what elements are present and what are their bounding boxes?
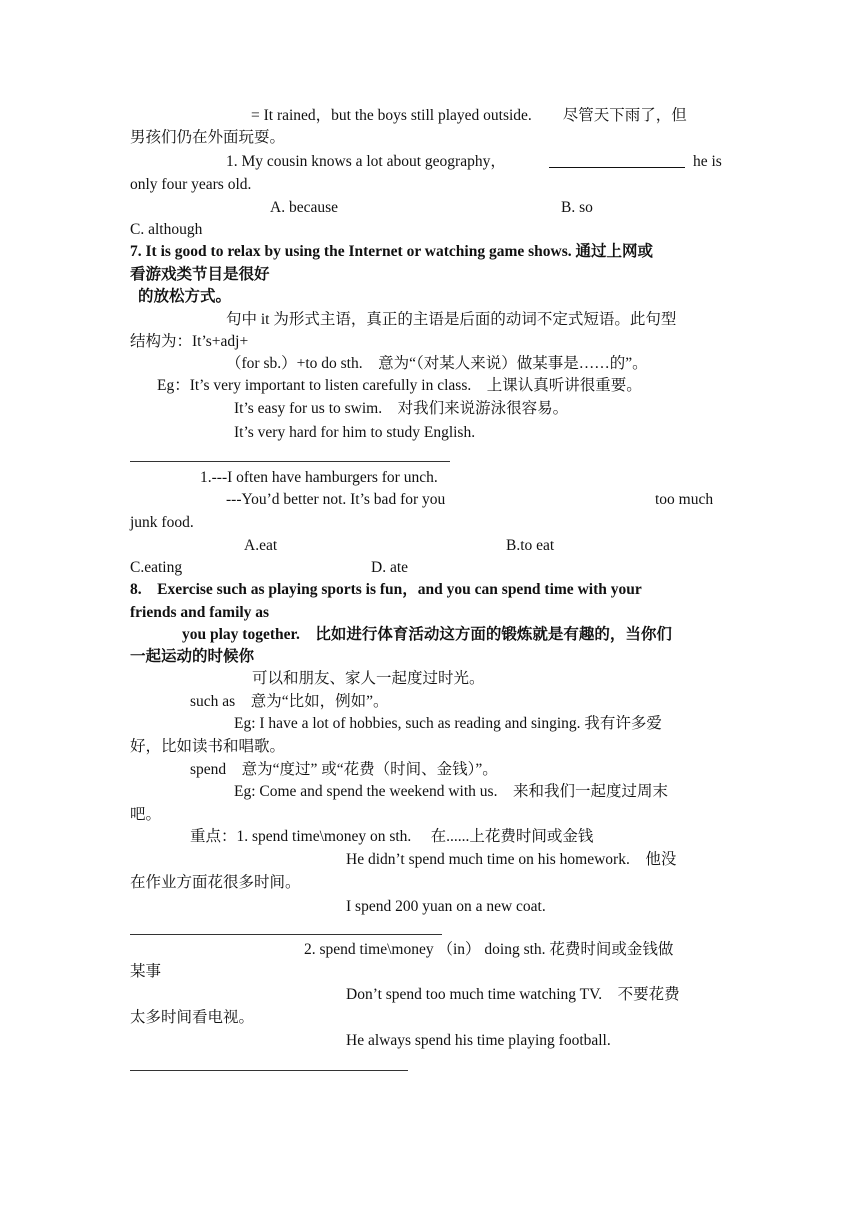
option-d: D. ate (371, 559, 409, 576)
text-line: 结构为：It’s+adj+ (130, 333, 249, 350)
section-heading: 8. Exercise such as playing sports is fun，and you can spend time with your (130, 581, 642, 598)
text-line: （for sb.）+to do sth. 意为“（对某人来说）做某事是……的”。 (226, 355, 648, 372)
section-heading: 一起运动的时候你 (130, 648, 255, 665)
text-line: 句中 it 为形式主语，真正的主语是后面的动词不定式短语。此句型 (226, 311, 677, 328)
option-b: B. so (561, 199, 593, 216)
option-a: A. because (270, 199, 338, 216)
answer-line (130, 461, 450, 462)
option-c: C. although (130, 221, 203, 238)
text-line: = It rained，but the boys still played outside. 尽管天下雨了，但 (251, 107, 687, 124)
text-line: 吧。 (130, 806, 162, 823)
answer-line (130, 934, 442, 935)
example-sentence: It’s easy for us to swim. 对我们来说游泳很容易。 (234, 400, 569, 417)
example-sentence: Eg: Come and spend the weekend with us. 来和我们一起度过周末 (234, 783, 668, 800)
text-line: spend 意为“度过” 或“花费（时间、金钱）”。 (190, 761, 498, 778)
example-sentence: Eg: I have a lot of hobbies, such as reading and singing. 我有许多爱 (234, 715, 662, 732)
section-heading: you play together. 比如进行体育活动这方面的锻炼就是有趣的，当你们 (182, 626, 672, 643)
example-sentence: Don’t spend too much time watching TV. 不要花费 (346, 986, 680, 1003)
key-point: 重点：1. spend time\money on sth. 在......上花费时间或金钱 (190, 828, 594, 845)
text-line: only four years old. (130, 176, 252, 193)
answer-blank (549, 153, 685, 168)
section-heading: friends and family as (130, 604, 270, 621)
text-line: ---You’d better not. It’s bad for you (226, 491, 446, 508)
section-heading: 的放松方式。 (138, 288, 232, 305)
text-line: such as 意为“比如，例如”。 (190, 693, 389, 710)
option-a: A.eat (244, 537, 278, 554)
section-heading: 7. It is good to relax by using the Internet or watching game shows. 通过上网或 (130, 243, 653, 260)
example-sentence: Eg：It’s very important to listen carefully in class. 上课认真听讲很重要。 (157, 377, 642, 394)
example-sentence: It’s very hard for him to study English. (234, 424, 476, 441)
text-line: 1. My cousin knows a lot about geography， (226, 153, 506, 170)
text-line: 男孩们仍在外面玩耍。 (130, 129, 286, 146)
text-line: too much (655, 491, 714, 508)
text-line: 某事 (130, 963, 162, 980)
section-heading: 看游戏类节目是很好 (130, 266, 270, 283)
text-line: he is (693, 153, 722, 170)
exercise-question: 1.---I often have hamburgers for unch. (200, 469, 438, 486)
text-line: 好，比如读书和唱歌。 (130, 738, 286, 755)
option-b: B.to eat (506, 537, 555, 554)
text-line: junk food. (130, 514, 194, 531)
example-sentence: He didn’t spend much time on his homework. 他没 (346, 851, 677, 868)
text-line: 太多时间看电视。 (130, 1009, 255, 1026)
example-sentence: He always spend his time playing football. (346, 1032, 611, 1049)
answer-line (130, 1070, 408, 1071)
exercise-question (226, 152, 506, 172)
example-sentence: I spend 200 yuan on a new coat. (346, 898, 546, 915)
key-point: 2. spend time\money （in） doing sth. 花费时间或金钱做 (304, 941, 674, 958)
option-c: C.eating (130, 559, 183, 576)
text-line: 在作业方面花很多时间。 (130, 874, 301, 891)
text-line: 可以和朋友、家人一起度过时光。 (252, 670, 485, 687)
